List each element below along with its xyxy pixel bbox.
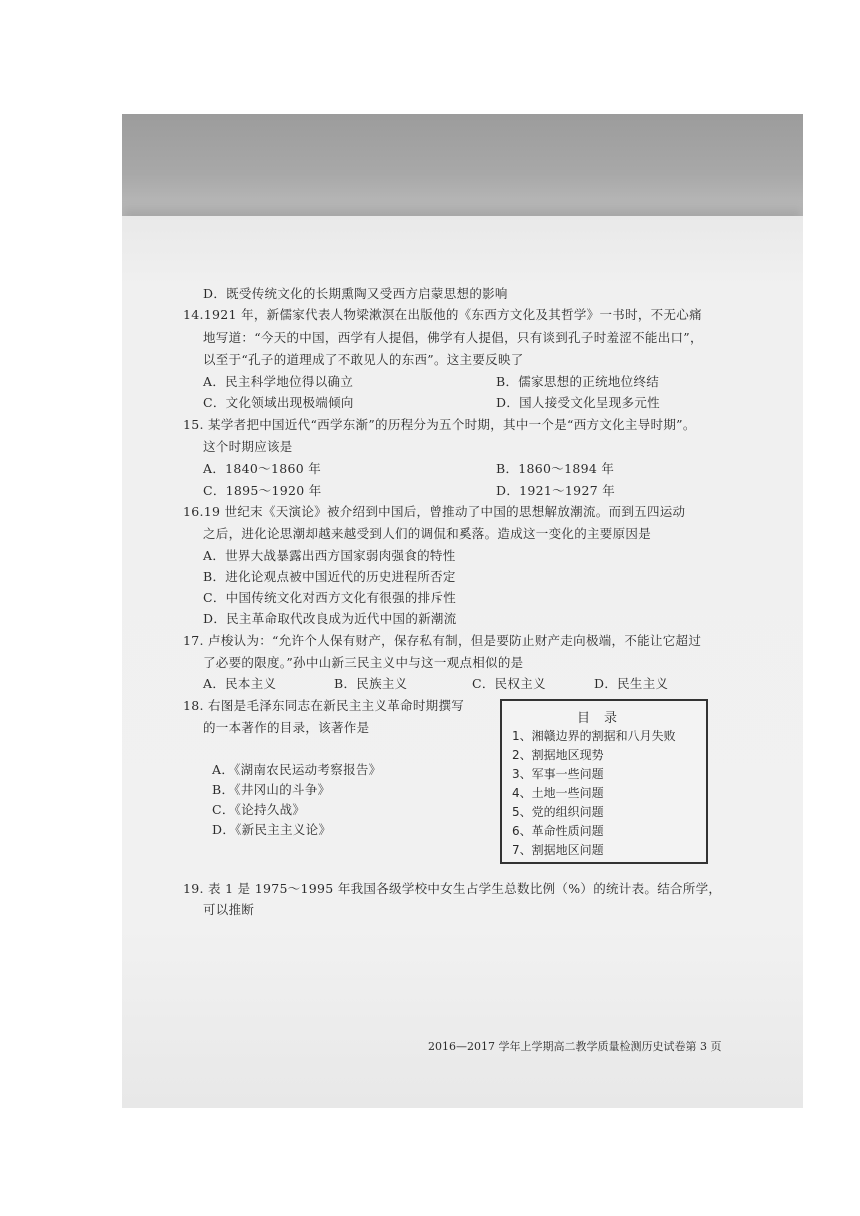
q15-option-c: C．1895～1920 年 [203,483,322,498]
q19-text-line1: 19. 表 1 是 1975～1995 年我国各级学校中女生占学生总数比例（%）的统计表。结合所学， [183,881,722,896]
q16-option-b: B．进化论观点被中国近代的历史进程所否定 [203,569,456,584]
q15-option-b: B．1860～1894 年 [496,461,615,476]
table-of-contents-box [500,699,708,864]
q16-text-line1: 16.19 世纪末《天演论》被介绍到中国后，曾推动了中国的思想解放潮流。而到五四运动 [183,504,686,519]
q16-text-line2: 之后，进化论思潮却越来越受到人们的调侃和奚落。造成这一变化的主要原因是 [203,526,652,541]
q17-option-c: C．民权主义 [472,676,546,691]
q14-text-line2: 地写道：“今天的中国，西学有人提倡，佛学有人提倡，只有谈到孔子时羞涩不能出口”， [203,330,703,345]
q18-text-line1: 18. 右图是毛泽东同志在新民主主义革命时期撰写 [183,698,465,713]
q18-option-d: D．《新民主主义论》 [212,822,332,837]
q14-text-line1: 14.1921 年，新儒家代表人物梁漱溟在出版他的《东西方文化及其哲学》一书时，不无心痛 [183,307,702,322]
q14-option-c: C．文化领域出现极端倾向 [203,395,354,410]
page-footer: 2016—2017 学年上学期高二教学质量检测历史试卷第 3 页 [428,1040,722,1053]
q14-option-b: B．儒家思想的正统地位终结 [496,374,660,389]
q19-text-line2: 可以推断 [203,902,255,917]
q16-option-c: C．中国传统文化对西方文化有很强的排斥性 [203,590,457,605]
q18-option-b: B．《井冈山的斗争》 [212,782,331,797]
q15-option-d: D．1921～1927 年 [496,483,616,498]
q13-option-d: D．既受传统文化的长期熏陶又受西方启蒙思想的影响 [203,286,508,301]
q14-option-a: A．民主科学地位得以确立 [203,374,354,389]
toc-title: 目录 [576,711,631,726]
q18-option-c: C．《论持久战》 [212,802,306,817]
toc-item-5: 5、党的组织问题 [512,805,604,819]
q17-text-line2: 了必要的限度。”孙中山新三民主义中与这一观点相似的是 [203,655,524,670]
q17-option-a: A．民本主义 [203,676,277,691]
q15-option-a: A．1840～1860 年 [203,461,322,476]
q17-option-d: D．民生主义 [594,676,669,691]
toc-item-6: 6、革命性质问题 [512,824,604,838]
toc-item-7: 7、割据地区问题 [512,843,604,857]
q18-option-a: A．《湖南农民运动考察报告》 [212,762,382,777]
toc-item-3: 3、军事一些问题 [512,767,604,781]
q15-text-line2: 这个时期应该是 [203,439,293,454]
toc-item-1: 1、湘赣边界的割据和八月失败 [512,729,676,743]
q16-option-a: A．世界大战暴露出西方国家弱肉强食的特性 [203,548,456,563]
q14-text-line3: 以至于“孔子的道理成了不敢见人的东西”。这主要反映了 [203,352,524,367]
q16-option-d: D．民主革命取代改良成为近代中国的新潮流 [203,611,457,626]
toc-item-2: 2、割据地区现势 [512,748,604,762]
q18-text-line2: 的一本著作的目录，该著作是 [203,720,370,735]
q15-text-line1: 15. 某学者把中国近代“西学东渐”的历程分为五个时期，其中一个是“西方文化主导时期”。 [183,417,696,432]
q14-option-d: D．国人接受文化呈现多元性 [496,395,660,410]
toc-item-4: 4、土地一些问题 [512,786,604,800]
q17-option-b: B．民族主义 [334,676,408,691]
q17-text-line1: 17. 卢梭认为：“允许个人保有财产，保存私有制，但是要防止财产走向极端，不能让它超过 [183,633,702,648]
